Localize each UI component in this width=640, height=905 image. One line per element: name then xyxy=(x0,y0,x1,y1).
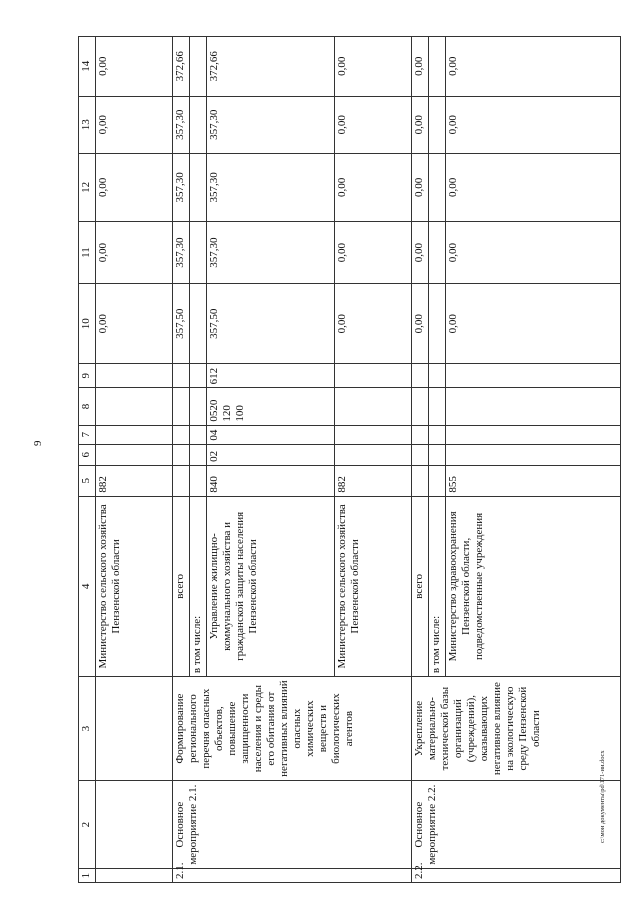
executor-cell: в том числе: xyxy=(429,496,446,676)
header-cell: 10 xyxy=(79,284,96,364)
header-cell: 9 xyxy=(79,364,96,388)
executor-cell: Управление жилищно-коммунального хозяйства и гражданской защиты населения Пензенской области xyxy=(207,496,335,676)
executor-cell: всего xyxy=(412,496,429,676)
value-cell: 0,00 xyxy=(446,37,621,97)
code-cell: 0520 120 100 xyxy=(207,388,335,425)
value-cell: 0,00 xyxy=(412,284,429,364)
row-number: 2.2. xyxy=(412,869,621,883)
value-cell: 0,00 xyxy=(446,221,621,284)
code-cell: 840 xyxy=(207,465,335,496)
header-cell: 6 xyxy=(79,444,96,465)
header-cell: 11 xyxy=(79,221,96,284)
value-cell: 0,00 xyxy=(96,37,173,97)
value-cell: 0,00 xyxy=(96,284,173,364)
value-cell: 357,30 xyxy=(207,96,335,153)
header-cell: 7 xyxy=(79,425,96,444)
header-cell: 4 xyxy=(79,496,96,676)
executor-cell: в том числе: xyxy=(190,496,207,676)
code-cell: 02 xyxy=(207,444,335,465)
header-cell: 13 xyxy=(79,96,96,153)
value-cell: 0,00 xyxy=(412,221,429,284)
value-cell: 372,66 xyxy=(173,37,190,97)
table-row xyxy=(412,37,429,883)
value-cell: 0,00 xyxy=(335,284,412,364)
value-cell: 357,30 xyxy=(173,153,190,221)
header-cell: 12 xyxy=(79,153,96,221)
code-cell: 882 xyxy=(335,465,412,496)
header-cell: 14 xyxy=(79,37,96,97)
executor-cell: Министерство здравоохранения Пензенской области, подведомственные учреждения xyxy=(446,496,621,676)
value-cell: 0,00 xyxy=(96,221,173,284)
value-cell: 357,30 xyxy=(207,221,335,284)
value-cell: 0,00 xyxy=(446,96,621,153)
value-cell: 0,00 xyxy=(335,153,412,221)
code-cell: 04 xyxy=(207,425,335,444)
header-cell: 3 xyxy=(79,677,96,781)
value-cell: 357,50 xyxy=(207,284,335,364)
measure-type: Основное мероприятие 2.1. xyxy=(173,781,412,869)
value-cell: 0,00 xyxy=(96,153,173,221)
value-cell: 357,30 xyxy=(173,96,190,153)
value-cell: 0,00 xyxy=(412,37,429,97)
budget-table xyxy=(78,36,640,883)
code-cell: 882 xyxy=(96,465,173,496)
value-cell: 372,66 xyxy=(207,37,335,97)
executor-cell: всего xyxy=(173,496,190,676)
table-row xyxy=(173,37,190,883)
header-cell: 1 xyxy=(79,869,96,883)
row-number: 2.1. xyxy=(173,869,412,883)
value-cell: 0,00 xyxy=(412,96,429,153)
code-cell: 855 xyxy=(446,465,621,496)
value-cell: 0,00 xyxy=(446,284,621,364)
value-cell: 0,00 xyxy=(96,96,173,153)
measure-description: Укрепление материально-технической базы организаций (учреждений), оказывающих негативное влияние на экологическую среду Пензенской области xyxy=(412,677,621,781)
executor-cell: Министерство сельского хозяйства Пензенской области xyxy=(335,496,412,676)
measure-description: Формирование регионального перечня опасных объектов, повышение защищенности населения и среды его обитания от негативных влияний опасных химических веществ и биологических агентов xyxy=(173,677,412,781)
value-cell: 357,30 xyxy=(173,221,190,284)
executor-cell: Министерство сельского хозяйства Пензенской области xyxy=(96,496,173,676)
value-cell: 0,00 xyxy=(335,221,412,284)
value-cell: 0,00 xyxy=(446,153,621,221)
value-cell: 357,50 xyxy=(173,284,190,364)
code-cell: 612 xyxy=(207,364,335,388)
header-cell: 2 xyxy=(79,781,96,869)
header-row xyxy=(79,37,96,883)
header-cell: 8 xyxy=(79,388,96,425)
value-cell: 0,00 xyxy=(335,37,412,97)
footer-path: c:\мои документы\pd\171-ии.docx xyxy=(599,750,606,843)
page-number: 9 xyxy=(32,440,44,446)
value-cell: 0,00 xyxy=(335,96,412,153)
header-cell: 5 xyxy=(79,465,96,496)
measure-type: Основное мероприятие 2.2. xyxy=(412,781,621,869)
value-cell: 0,00 xyxy=(412,153,429,221)
value-cell: 357,30 xyxy=(207,153,335,221)
table-row xyxy=(96,37,173,883)
